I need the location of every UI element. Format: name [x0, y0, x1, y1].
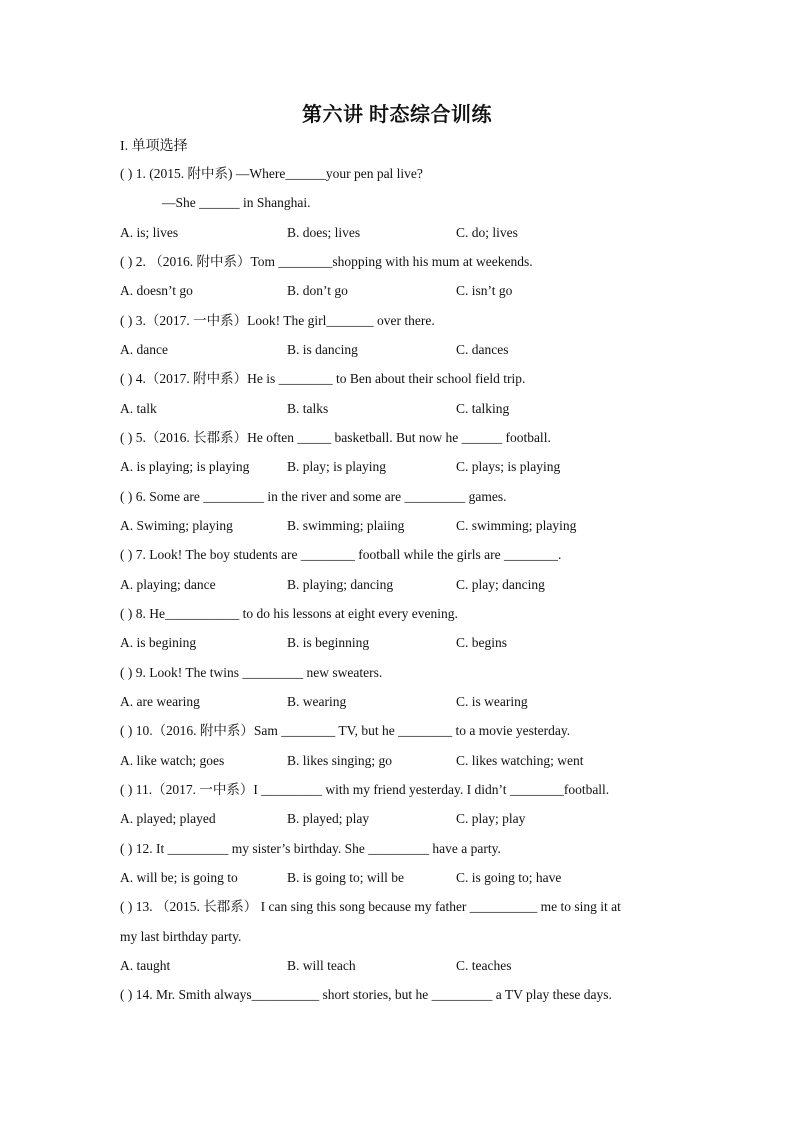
question-6-option-a: A. Swiming; playing — [120, 518, 233, 533]
question-3-option-b: B. is dancing — [287, 342, 358, 357]
question-11-option-a: A. played; played — [120, 811, 216, 826]
question-5-option-a: A. is playing; is playing — [120, 459, 250, 474]
question-4-option-b: B. talks — [287, 401, 329, 416]
question-13-option-a: A. taught — [120, 958, 171, 973]
question-14: ( ) 14. Mr. Smith always__________ short stories, but he _________ a TV play these days. — [120, 987, 612, 1002]
question-5-option-c: C. plays; is playing — [456, 459, 561, 474]
question-9-option-a: A. are wearing — [120, 694, 200, 709]
question-4: ( ) 4.（2017. 附中系）He is ________ to Ben about their school field trip. — [120, 371, 526, 386]
question-8-option-a: A. is begining — [120, 635, 197, 650]
question-12: ( ) 12. It _________ my sister’s birthday. She _________ have a party. — [120, 841, 501, 856]
question-1-line-2: —She ______ in Shanghai. — [162, 195, 311, 210]
question-13-line-2: my last birthday party. — [120, 929, 242, 944]
question-9-option-c: C. is wearing — [456, 694, 528, 709]
question-12-option-b: B. is going to; will be — [287, 870, 405, 885]
question-9-option-b: B. wearing — [287, 694, 347, 709]
question-11-option-b: B. played; play — [287, 811, 370, 826]
question-13-option-c: C. teaches — [456, 958, 512, 973]
question-10: ( ) 10.（2016. 附中系）Sam ________ TV, but he ________ to a movie yesterday. — [120, 723, 571, 738]
question-6-option-c: C. swimming; playing — [456, 518, 577, 533]
section-heading: I. 单项选择 — [120, 139, 188, 154]
question-7-option-a: A. playing; dance — [120, 577, 216, 592]
question-3-option-c: C. dances — [456, 342, 509, 357]
question-8-option-b: B. is beginning — [287, 635, 370, 650]
question-5: ( ) 5.（2016. 长郡系）He often _____ basketball. But now he ______ football. — [120, 430, 551, 445]
question-2-option-c: C. isn’t go — [456, 283, 513, 298]
question-3-option-a: A. dance — [120, 342, 168, 357]
question-7-option-b: B. playing; dancing — [287, 577, 394, 592]
question-4-option-c: C. talking — [456, 401, 510, 416]
question-2-option-b: B. don’t go — [287, 283, 348, 298]
question-9: ( ) 9. Look! The twins _________ new sweaters. — [120, 665, 383, 680]
question-2-option-a: A. doesn’t go — [120, 283, 193, 298]
question-7: ( ) 7. Look! The boy students are ________ football while the girls are ________. — [120, 547, 562, 562]
question-8-option-c: C. begins — [456, 635, 508, 650]
question-3: ( ) 3.（2017. 一中系）Look! The girl_______ over there. — [120, 313, 435, 328]
question-6-option-b: B. swimming; plaiing — [287, 518, 405, 533]
question-6: ( ) 6. Some are _________ in the river and some are _________ games. — [120, 489, 507, 504]
question-11-option-c: C. play; play — [456, 811, 526, 826]
question-1-option-a: A. is; lives — [120, 225, 179, 240]
question-10-option-c: C. likes watching; went — [456, 753, 584, 768]
question-11: ( ) 11.（2017. 一中系）I _________ with my friend yesterday. I didn’t ________football. — [120, 782, 610, 797]
question-4-option-a: A. talk — [120, 401, 157, 416]
question-5-option-b: B. play; is playing — [287, 459, 386, 474]
question-1-option-c: C. do; lives — [456, 225, 518, 240]
question-1: ( ) 1. (2015. 附中系) —Where______your pen pal live? — [120, 166, 423, 181]
question-13: ( ) 13. （2015. 长郡系） I can sing this song because my father __________ me to sing it at — [120, 899, 621, 914]
question-8: ( ) 8. He___________ to do his lessons at eight every evening. — [120, 606, 458, 621]
question-2: ( ) 2. （2016. 附中系）Tom ________shopping with his mum at weekends. — [120, 254, 533, 269]
question-12-option-c: C. is going to; have — [456, 870, 562, 885]
question-10-option-a: A. like watch; goes — [120, 753, 225, 768]
page-title: 第六讲 时态综合训练 — [302, 104, 492, 126]
question-1-option-b: B. does; lives — [287, 225, 361, 240]
question-13-option-b: B. will teach — [287, 958, 356, 973]
question-12-option-a: A. will be; is going to — [120, 870, 238, 885]
question-10-option-b: B. likes singing; go — [287, 753, 393, 768]
question-7-option-c: C. play; dancing — [456, 577, 545, 592]
